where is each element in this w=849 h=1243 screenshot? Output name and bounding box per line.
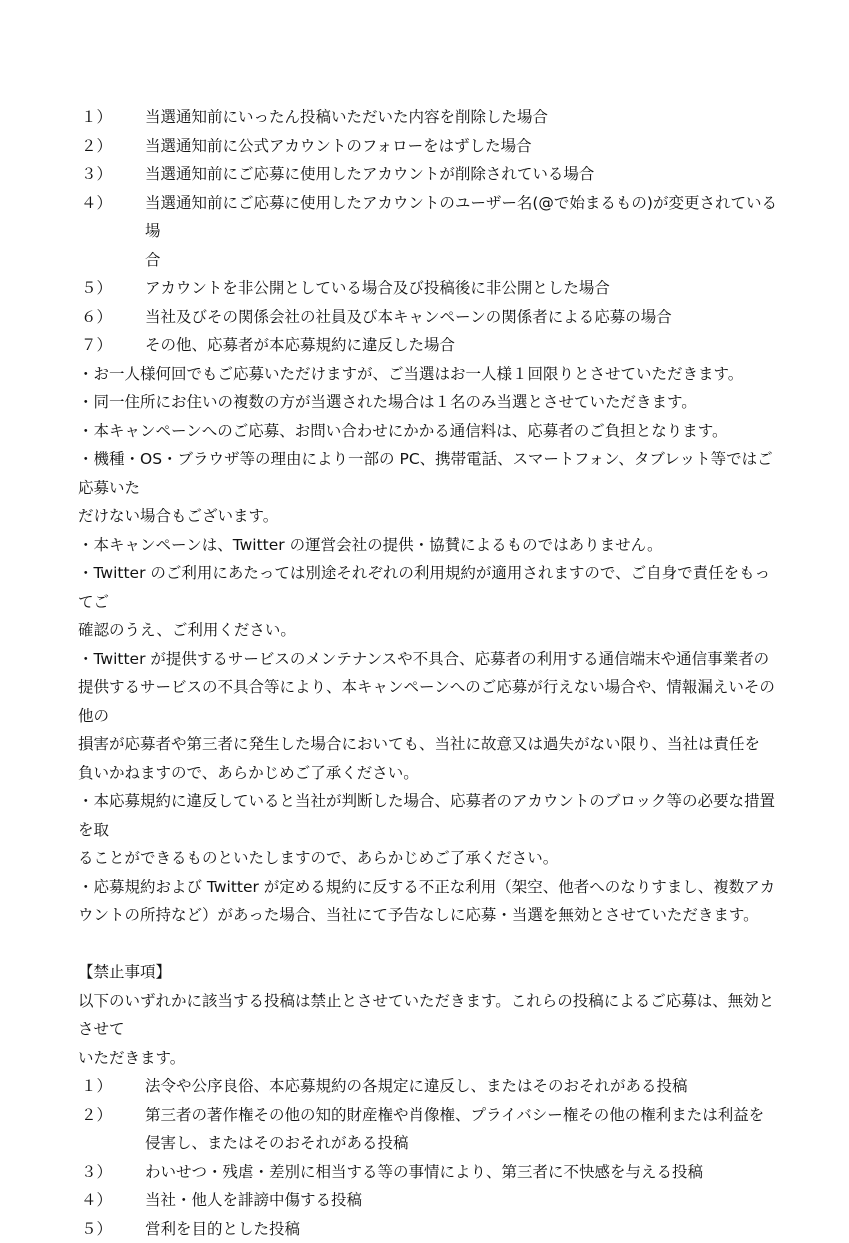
note-paragraph: ・同一住所にお住いの複数の方が当選された場合は１名のみ当選とさせていただきます。 — [78, 388, 778, 417]
note-paragraph: ・Twitter のご利用にあたっては別途それぞれの利用規約が適用されますので、ご自身で責任をもってご 確認のうえ、ご利用ください。 — [78, 559, 778, 645]
item-number: ４） — [78, 1186, 145, 1215]
note-paragraph: ・本キャンペーンへのご応募、お問い合わせにかかる通信料は、応募者のご負担となります。 — [78, 417, 778, 446]
list-item — [78, 274, 778, 303]
item-text: その他、応募者が本応募規約に違反した場合 — [145, 331, 778, 360]
item-text: 法令や公序良俗、本応募規約の各規定に違反し、またはそのおそれがある投稿 — [145, 1072, 778, 1101]
item-number: １） — [78, 1072, 145, 1101]
note-paragraph: ・Twitter が提供するサービスのメンテナンスや不具合、応募者の利用する通信端末や通信事業者の 提供するサービスの不具合等により、本キャンペーンへのご応募が行えない場合や、情報漏えいその他の 損害が応募者や第三者に発生した場合においても、当社に故意又は過失がない限り、当社は責任を 負いかねますので、あらかじめご了承ください。 — [78, 645, 778, 788]
item-number: ５） — [78, 1215, 145, 1243]
item-text: 当選通知前に公式アカウントのフォローをはずした場合 — [145, 132, 778, 161]
disqualification-list — [78, 103, 778, 1243]
item-text: アカウントを非公開としている場合及び投稿後に非公開とした場合 — [145, 274, 778, 303]
list-item — [78, 1215, 778, 1243]
item-text: 当選通知前にご応募に使用したアカウントのユーザー名(@で始まるもの)が変更されている場 合 — [145, 189, 778, 275]
list-item — [78, 189, 778, 275]
list-item — [78, 331, 778, 360]
item-number: ２） — [78, 1101, 145, 1158]
item-text: 当社及びその関係会社の社員及び本キャンペーンの関係者による応募の場合 — [145, 303, 778, 332]
item-text: 当選通知前にご応募に使用したアカウントが削除されている場合 — [145, 160, 778, 189]
list-item — [78, 1101, 778, 1158]
item-number: ３） — [78, 160, 145, 189]
item-text: 営利を目的とした投稿 — [145, 1215, 778, 1243]
blank-line — [78, 930, 778, 959]
item-text: わいせつ・残虐・差別に相当する等の事情により、第三者に不快感を与える投稿 — [145, 1158, 778, 1187]
item-number: ５） — [78, 274, 145, 303]
item-number: １） — [78, 103, 145, 132]
section-heading: 【禁止事項】 — [78, 958, 778, 987]
list-item — [78, 1072, 778, 1101]
item-number: ７） — [78, 331, 145, 360]
item-text: 当社・他人を誹謗中傷する投稿 — [145, 1186, 778, 1215]
item-text: 第三者の著作権その他の知的財産権や肖像権、プライバシー権その他の権利または利益を 侵害し、またはそのおそれがある投稿 — [145, 1101, 778, 1158]
note-paragraph: ・応募規約および Twitter が定める規約に反する不正な利用（架空、他者へのなりすまし、複数アカ ウントの所持など）があった場合、当社にて予告なしに応募・当選を無効とさせていただきます。 — [78, 873, 778, 930]
note-paragraph: ・機種・OS・ブラウザ等の理由により一部の PC、携帯電話、スマートフォン、タブレット等ではご応募いた だけない場合もございます。 — [78, 445, 778, 531]
note-paragraph: ・本応募規約に違反していると当社が判断した場合、応募者のアカウントのブロック等の必要な措置を取 ることができるものといたしますので、あらかじめご了承ください。 — [78, 787, 778, 873]
list-item — [78, 1158, 778, 1187]
item-number: ３） — [78, 1158, 145, 1187]
list-item — [78, 132, 778, 161]
note-paragraph: ・お一人様何回でもご応募いただけますが、ご当選はお一人様１回限りとさせていただきます。 — [78, 360, 778, 389]
note-paragraph: ・本キャンペーンは、Twitter の運営会社の提供・協賛によるものではありません。 — [78, 531, 778, 560]
list-item — [78, 1186, 778, 1215]
item-number: ６） — [78, 303, 145, 332]
item-number: ４） — [78, 189, 145, 275]
item-number: ２） — [78, 132, 145, 161]
item-text: 当選通知前にいったん投稿いただいた内容を削除した場合 — [145, 103, 778, 132]
list-item — [78, 303, 778, 332]
list-item — [78, 160, 778, 189]
section-intro: 以下のいずれかに該当する投稿は禁止とさせていただきます。これらの投稿によるご応募は、無効とさせて いただきます。 — [78, 987, 778, 1073]
list-item — [78, 103, 778, 132]
